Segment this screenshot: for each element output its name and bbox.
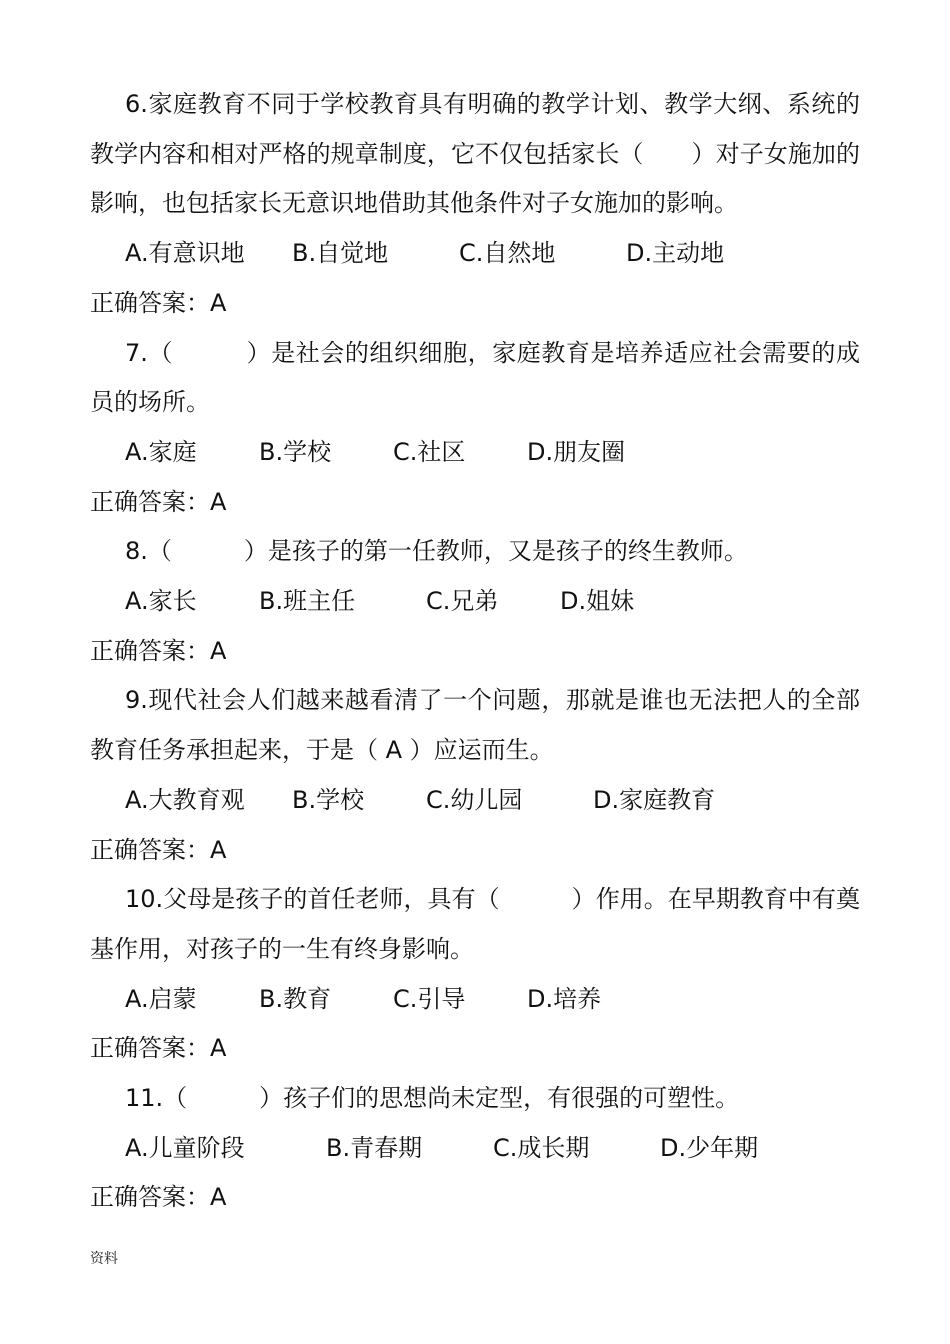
- question-text: 9.现代社会人们越来越看清了一个问题，那就是谁也无法把人的全部教育任务承担起来，于是（ A ）应运而生。: [90, 686, 860, 765]
- option: D.朋友圈: [527, 437, 626, 466]
- answer-line: 正确答案：A: [90, 1183, 227, 1212]
- option: B.班主任: [259, 587, 356, 616]
- option: B.自觉地: [292, 239, 389, 268]
- option: C.成长期: [493, 1133, 590, 1162]
- answer-line: 正确答案：A: [90, 487, 227, 516]
- option: A.启蒙: [125, 984, 197, 1013]
- question-list: [90, 80, 860, 1223]
- option: A.家庭: [125, 437, 197, 466]
- answer-line: 正确答案：A: [90, 636, 227, 665]
- question-text: 11.（ ）孩子们的思想尚未定型，有很强的可塑性。: [125, 1084, 740, 1113]
- option: D.少年期: [660, 1133, 759, 1162]
- answer-line: 正确答案：A: [90, 288, 227, 317]
- question-text: 6.家庭教育不同于学校教育具有明确的教学计划、教学大纲、系统的教学内容和相对严格的规章制度，它不仅包括家长（ ）对子女施加的影响，也包括家长无意识地借助其他条件对子女施加的影响。: [90, 90, 860, 218]
- option: A.儿童阶段: [125, 1133, 245, 1162]
- option: C.自然地: [459, 239, 556, 268]
- question-text: 10.父母是孩子的首任老师，具有（ ）作用。在早期教育中有奠基作用，对孩子的一生有终身影响。: [90, 885, 860, 963]
- option: B.学校: [292, 785, 365, 814]
- option: C.引导: [393, 984, 466, 1013]
- options-row: [90, 1124, 860, 1174]
- options-row: [90, 577, 860, 627]
- option: C.幼儿园: [426, 785, 523, 814]
- option: D.家庭教育: [593, 785, 716, 814]
- option: A.家长: [125, 587, 197, 616]
- option: D.培养: [527, 984, 602, 1013]
- question-text: 7.（ ）是社会的组织细胞，家庭教育是培养适应社会需要的成员的场所。: [90, 338, 860, 417]
- options-row: [90, 776, 860, 826]
- option: C.社区: [393, 437, 466, 466]
- option: B.青春期: [326, 1133, 423, 1162]
- footer-label: 资料: [90, 1251, 118, 1267]
- options-row: [90, 229, 860, 279]
- options-row: [90, 975, 860, 1025]
- question-text: 8.（ ）是孩子的第一任教师，又是孩子的终生教师。: [125, 537, 748, 566]
- answer-line: 正确答案：A: [90, 1034, 227, 1063]
- option: B.教育: [259, 984, 332, 1013]
- option: C.兄弟: [426, 587, 499, 616]
- answer-line: 正确答案：A: [90, 835, 227, 864]
- option: D.主动地: [626, 239, 725, 268]
- options-row: [90, 428, 860, 478]
- option: A.有意识地: [125, 239, 245, 268]
- option: A.大教育观: [125, 785, 245, 814]
- option: B.学校: [259, 437, 332, 466]
- option: D.姐妹: [560, 587, 635, 616]
